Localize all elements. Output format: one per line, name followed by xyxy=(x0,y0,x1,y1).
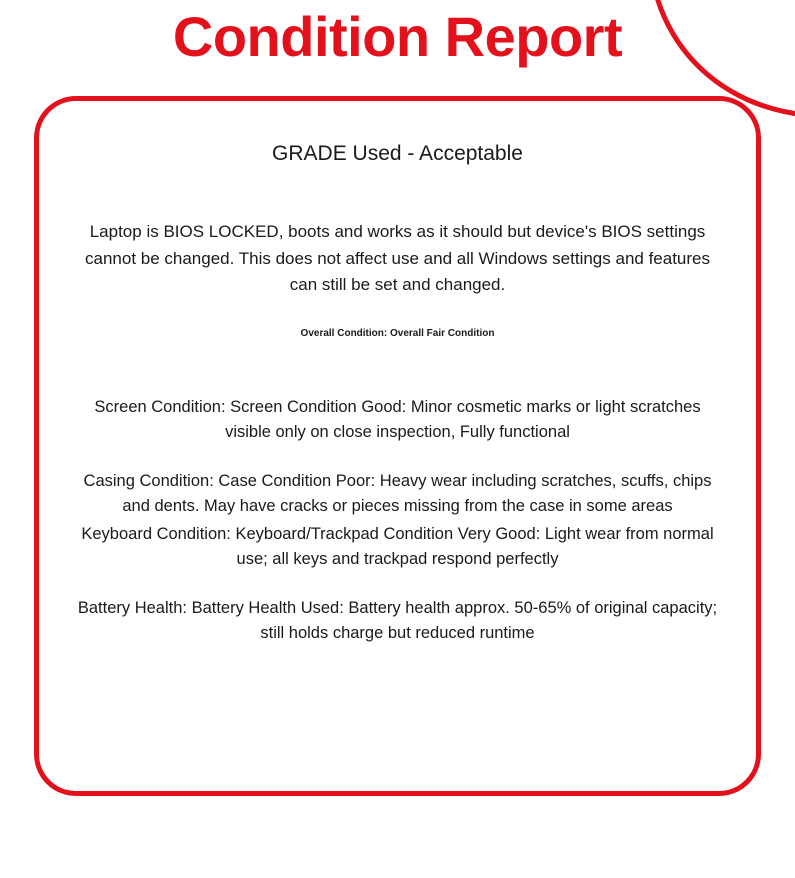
screen-condition: Screen Condition: Screen Condition Good: Minor cosmetic marks or light scratches visible only on close inspection, Fully functional xyxy=(94,398,701,442)
bios-notice: Laptop is BIOS LOCKED, boots and works as it should but device's BIOS settings cannot be changed. This does not affect use and all Windows settings and features can still be set and changed. xyxy=(85,222,710,294)
casing-condition: Casing Condition: Case Condition Poor: Heavy wear including scratches, scuffs, chips and dents. May have cracks or pieces missing from the case in some areas xyxy=(83,471,712,515)
overall-condition: Overall Condition: Overall Fair Condition xyxy=(300,328,495,340)
grade-line: GRADE Used - Acceptable xyxy=(272,142,523,165)
page-title: Condition Report xyxy=(172,5,623,68)
keyboard-condition: Keyboard Condition: Keyboard/Trackpad Condition Very Good: Light wear from normal use; all keys and trackpad respond perfectly xyxy=(81,525,714,569)
report-body xyxy=(34,96,761,796)
battery-health: Battery Health: Battery Health Used: Battery health approx. 50-65% of original capacity; still holds charge but reduced runtime xyxy=(77,598,718,642)
